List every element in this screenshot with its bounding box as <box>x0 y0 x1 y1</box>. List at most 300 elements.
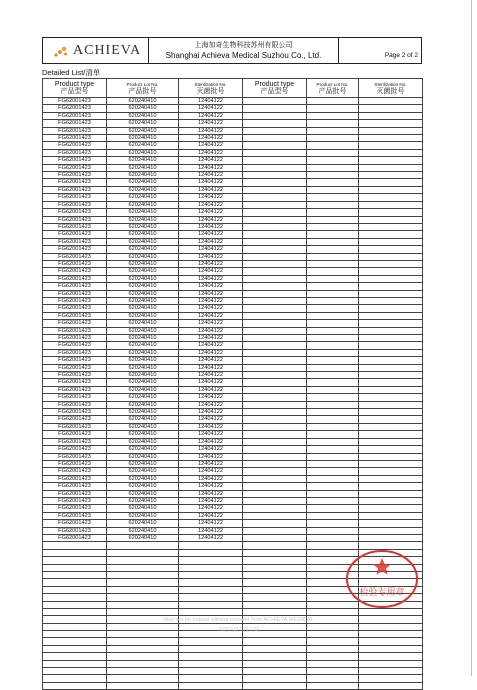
logo-dots-icon <box>53 44 69 58</box>
table-row <box>43 394 423 401</box>
table-cell <box>243 638 307 645</box>
table-cell <box>243 475 307 482</box>
table-cell <box>179 564 243 571</box>
table-cell: 620240410 <box>107 297 179 304</box>
table-cell: 12404122 <box>179 120 243 127</box>
table-cell <box>307 327 359 334</box>
table-row <box>43 409 423 416</box>
company-logo <box>43 38 149 63</box>
table-cell <box>243 379 307 386</box>
table-cell: 12404122 <box>179 379 243 386</box>
table-cell: 12404122 <box>179 357 243 364</box>
table-cell: FG62001423 <box>43 357 107 364</box>
table-cell <box>107 549 179 556</box>
table-cell: 620240410 <box>107 394 179 401</box>
table-row <box>43 645 423 652</box>
table-cell <box>243 253 307 260</box>
table-cell <box>359 194 423 201</box>
table-row <box>43 534 423 541</box>
table-cell: 12404122 <box>179 98 243 105</box>
table-cell: 12404122 <box>179 327 243 334</box>
table-cell: 620240410 <box>107 401 179 408</box>
table-cell: 12404122 <box>179 223 243 230</box>
table-cell: 620240410 <box>107 379 179 386</box>
footer-notice-en: May not be copied without consent from ACHIEVA MEDICAL <box>163 617 314 623</box>
table-cell <box>359 357 423 364</box>
inspection-seal-stamp <box>342 546 422 612</box>
table-cell <box>359 179 423 186</box>
table-cell: 620240410 <box>107 268 179 275</box>
table-cell <box>307 534 359 541</box>
table-cell: 12404122 <box>179 157 243 164</box>
table-row <box>43 668 423 675</box>
table-cell <box>307 112 359 119</box>
table-cell <box>307 520 359 527</box>
table-cell <box>243 164 307 171</box>
table-cell <box>307 297 359 304</box>
table-row <box>43 260 423 267</box>
table-cell: 620240410 <box>107 460 179 467</box>
table-cell: 620240410 <box>107 105 179 112</box>
table-cell <box>307 483 359 490</box>
table-cell <box>243 571 307 578</box>
table-cell: 620240410 <box>107 357 179 364</box>
table-cell <box>243 579 307 586</box>
table-cell <box>359 172 423 179</box>
table-cell <box>307 335 359 342</box>
table-cell: 620240410 <box>107 520 179 527</box>
table-cell <box>359 349 423 356</box>
table-row <box>43 135 423 142</box>
table-cell <box>243 497 307 504</box>
table-cell <box>359 534 423 541</box>
table-cell <box>179 682 243 689</box>
table-cell <box>307 409 359 416</box>
table-cell: 620240410 <box>107 490 179 497</box>
table-cell <box>243 223 307 230</box>
table-cell <box>243 357 307 364</box>
table-cell <box>359 423 423 430</box>
table-cell <box>307 246 359 253</box>
table-cell <box>243 608 307 615</box>
table-row <box>43 527 423 534</box>
table-cell <box>243 542 307 549</box>
table-cell <box>243 594 307 601</box>
table-cell <box>307 497 359 504</box>
table-cell <box>359 527 423 534</box>
table-cell <box>307 372 359 379</box>
table-cell: 12404122 <box>179 149 243 156</box>
table-cell: FG62001423 <box>43 372 107 379</box>
table-cell <box>359 468 423 475</box>
table-cell <box>307 357 359 364</box>
table-cell <box>359 105 423 112</box>
table-row <box>43 297 423 304</box>
table-cell: 12404122 <box>179 497 243 504</box>
table-cell <box>307 349 359 356</box>
table-cell: 12404122 <box>179 127 243 134</box>
table-cell <box>359 260 423 267</box>
table-cell <box>359 98 423 105</box>
table-cell <box>243 149 307 156</box>
table-cell: 620240410 <box>107 438 179 445</box>
table-cell <box>243 372 307 379</box>
footer-notice-cn: 未经同意不得复制 <box>217 627 260 633</box>
table-cell <box>307 446 359 453</box>
table-cell <box>243 179 307 186</box>
table-cell <box>43 668 107 675</box>
table-cell: FG62001423 <box>43 327 107 334</box>
table-cell: 620240410 <box>107 364 179 371</box>
table-cell <box>359 312 423 319</box>
table-cell <box>307 490 359 497</box>
table-cell: 12404122 <box>179 238 243 245</box>
table-cell: 620240410 <box>107 327 179 334</box>
table-cell: FG62001423 <box>43 409 107 416</box>
table-row <box>43 290 423 297</box>
table-cell: FG62001423 <box>43 275 107 282</box>
table-row <box>43 142 423 149</box>
table-cell <box>359 164 423 171</box>
table-cell: FG62001423 <box>43 283 107 290</box>
table-cell <box>359 297 423 304</box>
table-cell <box>107 542 179 549</box>
table-cell: FG62001423 <box>43 142 107 149</box>
table-row <box>43 194 423 201</box>
table-cell: 620240410 <box>107 194 179 201</box>
table-cell: 12404122 <box>179 283 243 290</box>
table-cell <box>243 431 307 438</box>
table-cell: FG62001423 <box>43 305 107 312</box>
table-cell: 620240410 <box>107 416 179 423</box>
table-cell <box>359 290 423 297</box>
table-cell: 12404122 <box>179 142 243 149</box>
table-row <box>43 312 423 319</box>
table-cell: FG62001423 <box>43 505 107 512</box>
table-cell: 12404122 <box>179 216 243 223</box>
table-cell: FG62001423 <box>43 394 107 401</box>
table-cell <box>107 594 179 601</box>
table-row <box>43 342 423 349</box>
table-cell <box>307 98 359 105</box>
table-cell <box>359 483 423 490</box>
table-cell: 12404122 <box>179 320 243 327</box>
table-cell <box>307 179 359 186</box>
table-row <box>43 268 423 275</box>
table-cell <box>243 453 307 460</box>
table-cell <box>307 512 359 519</box>
table-cell: FG62001423 <box>43 401 107 408</box>
table-cell: 620240410 <box>107 98 179 105</box>
table-cell <box>243 409 307 416</box>
table-row <box>43 431 423 438</box>
table-cell <box>179 586 243 593</box>
table-cell: 12404122 <box>179 342 243 349</box>
table-cell: FG62001423 <box>43 534 107 541</box>
table-cell: 620240410 <box>107 290 179 297</box>
table-cell <box>359 186 423 193</box>
table-cell <box>359 127 423 134</box>
table-cell: 12404122 <box>179 468 243 475</box>
table-cell <box>307 645 359 652</box>
table-row <box>43 98 423 105</box>
table-cell: FG62001423 <box>43 120 107 127</box>
table-cell <box>243 675 307 682</box>
table-cell <box>359 135 423 142</box>
table-cell: 620240410 <box>107 409 179 416</box>
table-row <box>43 120 423 127</box>
table-cell: FG62001423 <box>43 446 107 453</box>
table-cell: FG62001423 <box>43 475 107 482</box>
table-row <box>43 327 423 334</box>
table-cell: 12404122 <box>179 349 243 356</box>
column-header: Product Lot No. 产品批号 <box>307 79 359 98</box>
table-cell: FG62001423 <box>43 483 107 490</box>
table-row <box>43 505 423 512</box>
table-cell <box>243 342 307 349</box>
table-cell <box>243 194 307 201</box>
table-row <box>43 223 423 230</box>
page-edge <box>471 0 472 676</box>
table-cell: FG62001423 <box>43 349 107 356</box>
table-cell <box>307 416 359 423</box>
table-cell <box>243 401 307 408</box>
table-cell <box>243 268 307 275</box>
table-cell <box>307 238 359 245</box>
table-cell <box>107 564 179 571</box>
table-cell: 620240410 <box>107 275 179 282</box>
table-cell: 620240410 <box>107 216 179 223</box>
table-cell: FG62001423 <box>43 438 107 445</box>
table-row <box>43 468 423 475</box>
table-cell <box>43 660 107 667</box>
table-cell <box>243 460 307 467</box>
table-cell <box>107 668 179 675</box>
table-header-row <box>43 79 423 98</box>
table-cell: 620240410 <box>107 497 179 504</box>
table-cell <box>107 586 179 593</box>
table-cell <box>243 275 307 282</box>
table-cell <box>243 490 307 497</box>
table-cell <box>307 283 359 290</box>
table-cell <box>243 186 307 193</box>
table-row <box>43 653 423 660</box>
table-cell <box>107 682 179 689</box>
table-cell: 12404122 <box>179 364 243 371</box>
table-cell: 620240410 <box>107 238 179 245</box>
table-cell <box>307 216 359 223</box>
table-cell <box>179 571 243 578</box>
table-cell: 620240410 <box>107 157 179 164</box>
table-cell: FG62001423 <box>43 290 107 297</box>
table-cell <box>179 638 243 645</box>
table-cell: FG62001423 <box>43 335 107 342</box>
table-cell: 12404122 <box>179 290 243 297</box>
table-row <box>43 675 423 682</box>
table-cell: FG62001423 <box>43 386 107 393</box>
table-cell <box>243 290 307 297</box>
table-cell <box>307 127 359 134</box>
table-cell <box>307 275 359 282</box>
table-cell <box>307 149 359 156</box>
table-cell <box>307 186 359 193</box>
table-cell <box>243 305 307 312</box>
table-cell <box>307 268 359 275</box>
table-cell <box>43 571 107 578</box>
table-cell <box>43 675 107 682</box>
table-cell <box>243 446 307 453</box>
table-cell <box>307 379 359 386</box>
table-cell: 12404122 <box>179 194 243 201</box>
table-row <box>43 335 423 342</box>
table-cell <box>359 223 423 230</box>
table-cell <box>179 579 243 586</box>
table-cell: 12404122 <box>179 268 243 275</box>
table-cell: 620240410 <box>107 201 179 208</box>
table-cell: 620240410 <box>107 312 179 319</box>
table-cell <box>359 342 423 349</box>
table-cell <box>243 557 307 564</box>
table-row <box>43 216 423 223</box>
company-name-en: Shanghai Achieva Medical Suzhou Co., Ltd. <box>165 50 322 60</box>
table-cell: FG62001423 <box>43 112 107 119</box>
table-cell <box>307 460 359 467</box>
table-cell: 620240410 <box>107 172 179 179</box>
table-cell <box>307 342 359 349</box>
table-cell <box>43 557 107 564</box>
table-cell: FG62001423 <box>43 431 107 438</box>
table-cell <box>307 401 359 408</box>
table-row <box>43 172 423 179</box>
table-cell <box>179 601 243 608</box>
table-cell: 620240410 <box>107 112 179 119</box>
table-cell: 12404122 <box>179 431 243 438</box>
table-cell <box>107 660 179 667</box>
table-cell <box>359 386 423 393</box>
table-row <box>43 379 423 386</box>
table-cell: FG62001423 <box>43 453 107 460</box>
table-cell: 620240410 <box>107 505 179 512</box>
table-cell <box>307 142 359 149</box>
table-row <box>43 275 423 282</box>
table-cell: 12404122 <box>179 305 243 312</box>
table-cell <box>43 601 107 608</box>
table-cell <box>359 216 423 223</box>
table-cell: 620240410 <box>107 335 179 342</box>
table-cell <box>359 231 423 238</box>
table-cell: FG62001423 <box>43 201 107 208</box>
table-cell <box>179 660 243 667</box>
table-cell: FG62001423 <box>43 260 107 267</box>
table-cell <box>243 98 307 105</box>
table-cell: 620240410 <box>107 246 179 253</box>
table-cell: 12404122 <box>179 112 243 119</box>
table-cell <box>243 468 307 475</box>
table-row <box>43 520 423 527</box>
table-cell <box>307 253 359 260</box>
table-cell <box>179 542 243 549</box>
table-cell <box>243 260 307 267</box>
table-cell <box>243 231 307 238</box>
table-row <box>43 483 423 490</box>
table-cell: 12404122 <box>179 512 243 519</box>
table-cell <box>43 608 107 615</box>
table-cell: 620240410 <box>107 209 179 216</box>
table-cell <box>307 135 359 142</box>
table-cell: FG62001423 <box>43 423 107 430</box>
table-cell <box>243 416 307 423</box>
column-header: Product type 产品型号 <box>43 79 107 98</box>
table-cell <box>243 386 307 393</box>
table-cell: FG62001423 <box>43 297 107 304</box>
table-cell: 12404122 <box>179 438 243 445</box>
table-cell <box>359 416 423 423</box>
table-cell <box>307 505 359 512</box>
table-cell <box>243 534 307 541</box>
table-cell <box>359 394 423 401</box>
table-cell <box>359 364 423 371</box>
table-cell <box>307 653 359 660</box>
table-cell: 620240410 <box>107 320 179 327</box>
table-cell <box>359 149 423 156</box>
table-cell <box>307 105 359 112</box>
table-cell: 12404122 <box>179 490 243 497</box>
table-cell <box>307 431 359 438</box>
table-cell: FG62001423 <box>43 127 107 134</box>
table-row <box>43 105 423 112</box>
table-cell <box>243 394 307 401</box>
table-row <box>43 179 423 186</box>
table-cell: 620240410 <box>107 231 179 238</box>
table-row <box>43 253 423 260</box>
table-cell <box>359 142 423 149</box>
table-cell: 620240410 <box>107 468 179 475</box>
table-cell <box>243 172 307 179</box>
table-cell: 12404122 <box>179 231 243 238</box>
table-cell <box>243 601 307 608</box>
table-row <box>43 246 423 253</box>
table-cell <box>107 571 179 578</box>
table-row <box>43 438 423 445</box>
table-cell <box>243 349 307 356</box>
table-row <box>43 201 423 208</box>
table-cell <box>43 564 107 571</box>
table-cell: 620240410 <box>107 253 179 260</box>
table-cell <box>243 586 307 593</box>
table-cell <box>243 120 307 127</box>
column-header: Product Lot No. 产品批号 <box>107 79 179 98</box>
table-cell: 620240410 <box>107 149 179 156</box>
table-cell <box>307 453 359 460</box>
table-cell <box>359 460 423 467</box>
table-row <box>43 283 423 290</box>
table-row <box>43 164 423 171</box>
table-cell <box>307 660 359 667</box>
table-cell <box>307 305 359 312</box>
table-cell: FG62001423 <box>43 98 107 105</box>
table-cell <box>107 579 179 586</box>
table-cell <box>359 112 423 119</box>
table-cell <box>359 379 423 386</box>
table-cell: 620240410 <box>107 142 179 149</box>
table-cell: 620240410 <box>107 283 179 290</box>
table-cell <box>179 549 243 556</box>
table-row <box>43 364 423 371</box>
table-cell <box>243 668 307 675</box>
table-cell: FG62001423 <box>43 149 107 156</box>
table-cell <box>359 283 423 290</box>
table-cell <box>243 127 307 134</box>
